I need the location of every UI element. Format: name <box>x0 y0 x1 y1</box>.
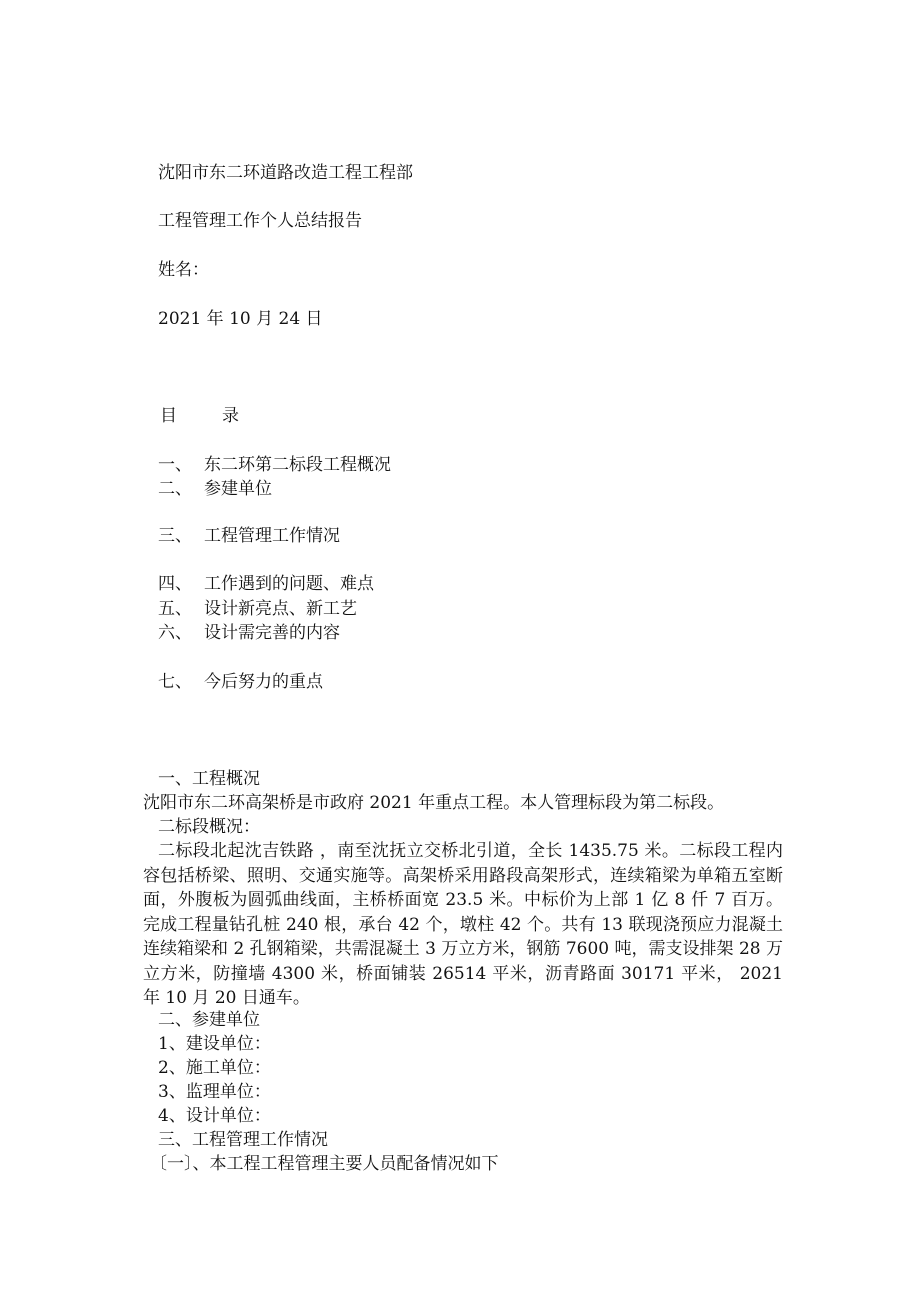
section-heading-participants: 二、参建单位 <box>158 1010 260 1030</box>
name-label: 姓名： <box>158 260 209 280</box>
toc-item-text: 工程管理工作情况 <box>204 526 340 546</box>
overview-intro: 沈阳市东二环高架桥是市政府 2021 年重点工程。本人管理标段为第二标段。 <box>143 793 725 813</box>
toc-item <box>158 477 272 501</box>
cover-org: 沈阳市东二环道路改造工程工程部 <box>158 163 413 183</box>
participant-item: 2、施工单位： <box>158 1058 271 1078</box>
toc-item-num: 二、 <box>158 479 192 499</box>
participant-item: 1、建设单位： <box>158 1034 271 1054</box>
section-heading-management: 三、工程管理工作情况 <box>158 1130 328 1150</box>
toc-item-num: 四、 <box>158 574 192 594</box>
participant-item: 4、设计单位： <box>158 1106 271 1126</box>
toc-item-text: 工作遇到的问题、难点 <box>204 574 374 594</box>
report-date: 2021 年 10 月 24 日 <box>158 309 323 329</box>
toc-item-text: 东二环第二标段工程概况 <box>204 455 391 475</box>
toc-item-num: 七、 <box>158 672 192 692</box>
toc-item <box>158 670 323 694</box>
toc-heading-left: 目 <box>160 406 177 426</box>
toc-item <box>158 621 340 645</box>
toc-item <box>158 597 357 621</box>
toc-heading-right: 录 <box>222 406 239 426</box>
toc-item-num: 五、 <box>158 599 192 619</box>
management-subheading: 〔一〕、本工程工程管理主要人员配备情况如下 <box>150 1154 499 1174</box>
overview-paragraph: 二标段北起沈吉铁路 ，南至沈抚立交桥北引道，全长 1435.75 米。二标段工程内容包括桥梁、照明、交通实施等。高架桥采用路段高架形式，连续箱梁为单箱五室断面，外腹板为圆弧曲线面，主桥桥面宽 23.5 米。中标价为上部 1 亿 8 仟 7 百万。完成工程量钻孔桩 240 根，承台 42 个，墩柱 42 个。共有 13 联现浇预应力混凝土连续箱梁和 2 孔钢箱梁，共需混凝土 3 万立方米，钢筋 7600 吨，需支设排架 28 万立方米，防撞墙 4300 米，桥面铺装 26514 平米，沥青路面 30171 平米， 2021 年 10 月 20 日通车。 <box>143 841 783 1008</box>
toc-item-num: 六、 <box>158 623 192 643</box>
toc-item <box>158 524 340 548</box>
toc-item-num: 一、 <box>158 455 192 475</box>
toc-item-num: 三、 <box>158 526 192 546</box>
report-title: 工程管理工作个人总结报告 <box>158 211 362 231</box>
participant-item: 3、监理单位： <box>158 1082 271 1102</box>
section-heading-overview: 一、工程概况 <box>158 769 260 789</box>
toc-item <box>158 453 391 477</box>
toc-item-text: 设计新亮点、新工艺 <box>204 599 357 619</box>
toc-item-text: 设计需完善的内容 <box>204 623 340 643</box>
toc-item <box>158 572 374 596</box>
toc-item-text: 参建单位 <box>204 479 272 499</box>
section2-subheading: 二标段概况： <box>158 817 260 837</box>
toc-item-text: 今后努力的重点 <box>204 672 323 692</box>
